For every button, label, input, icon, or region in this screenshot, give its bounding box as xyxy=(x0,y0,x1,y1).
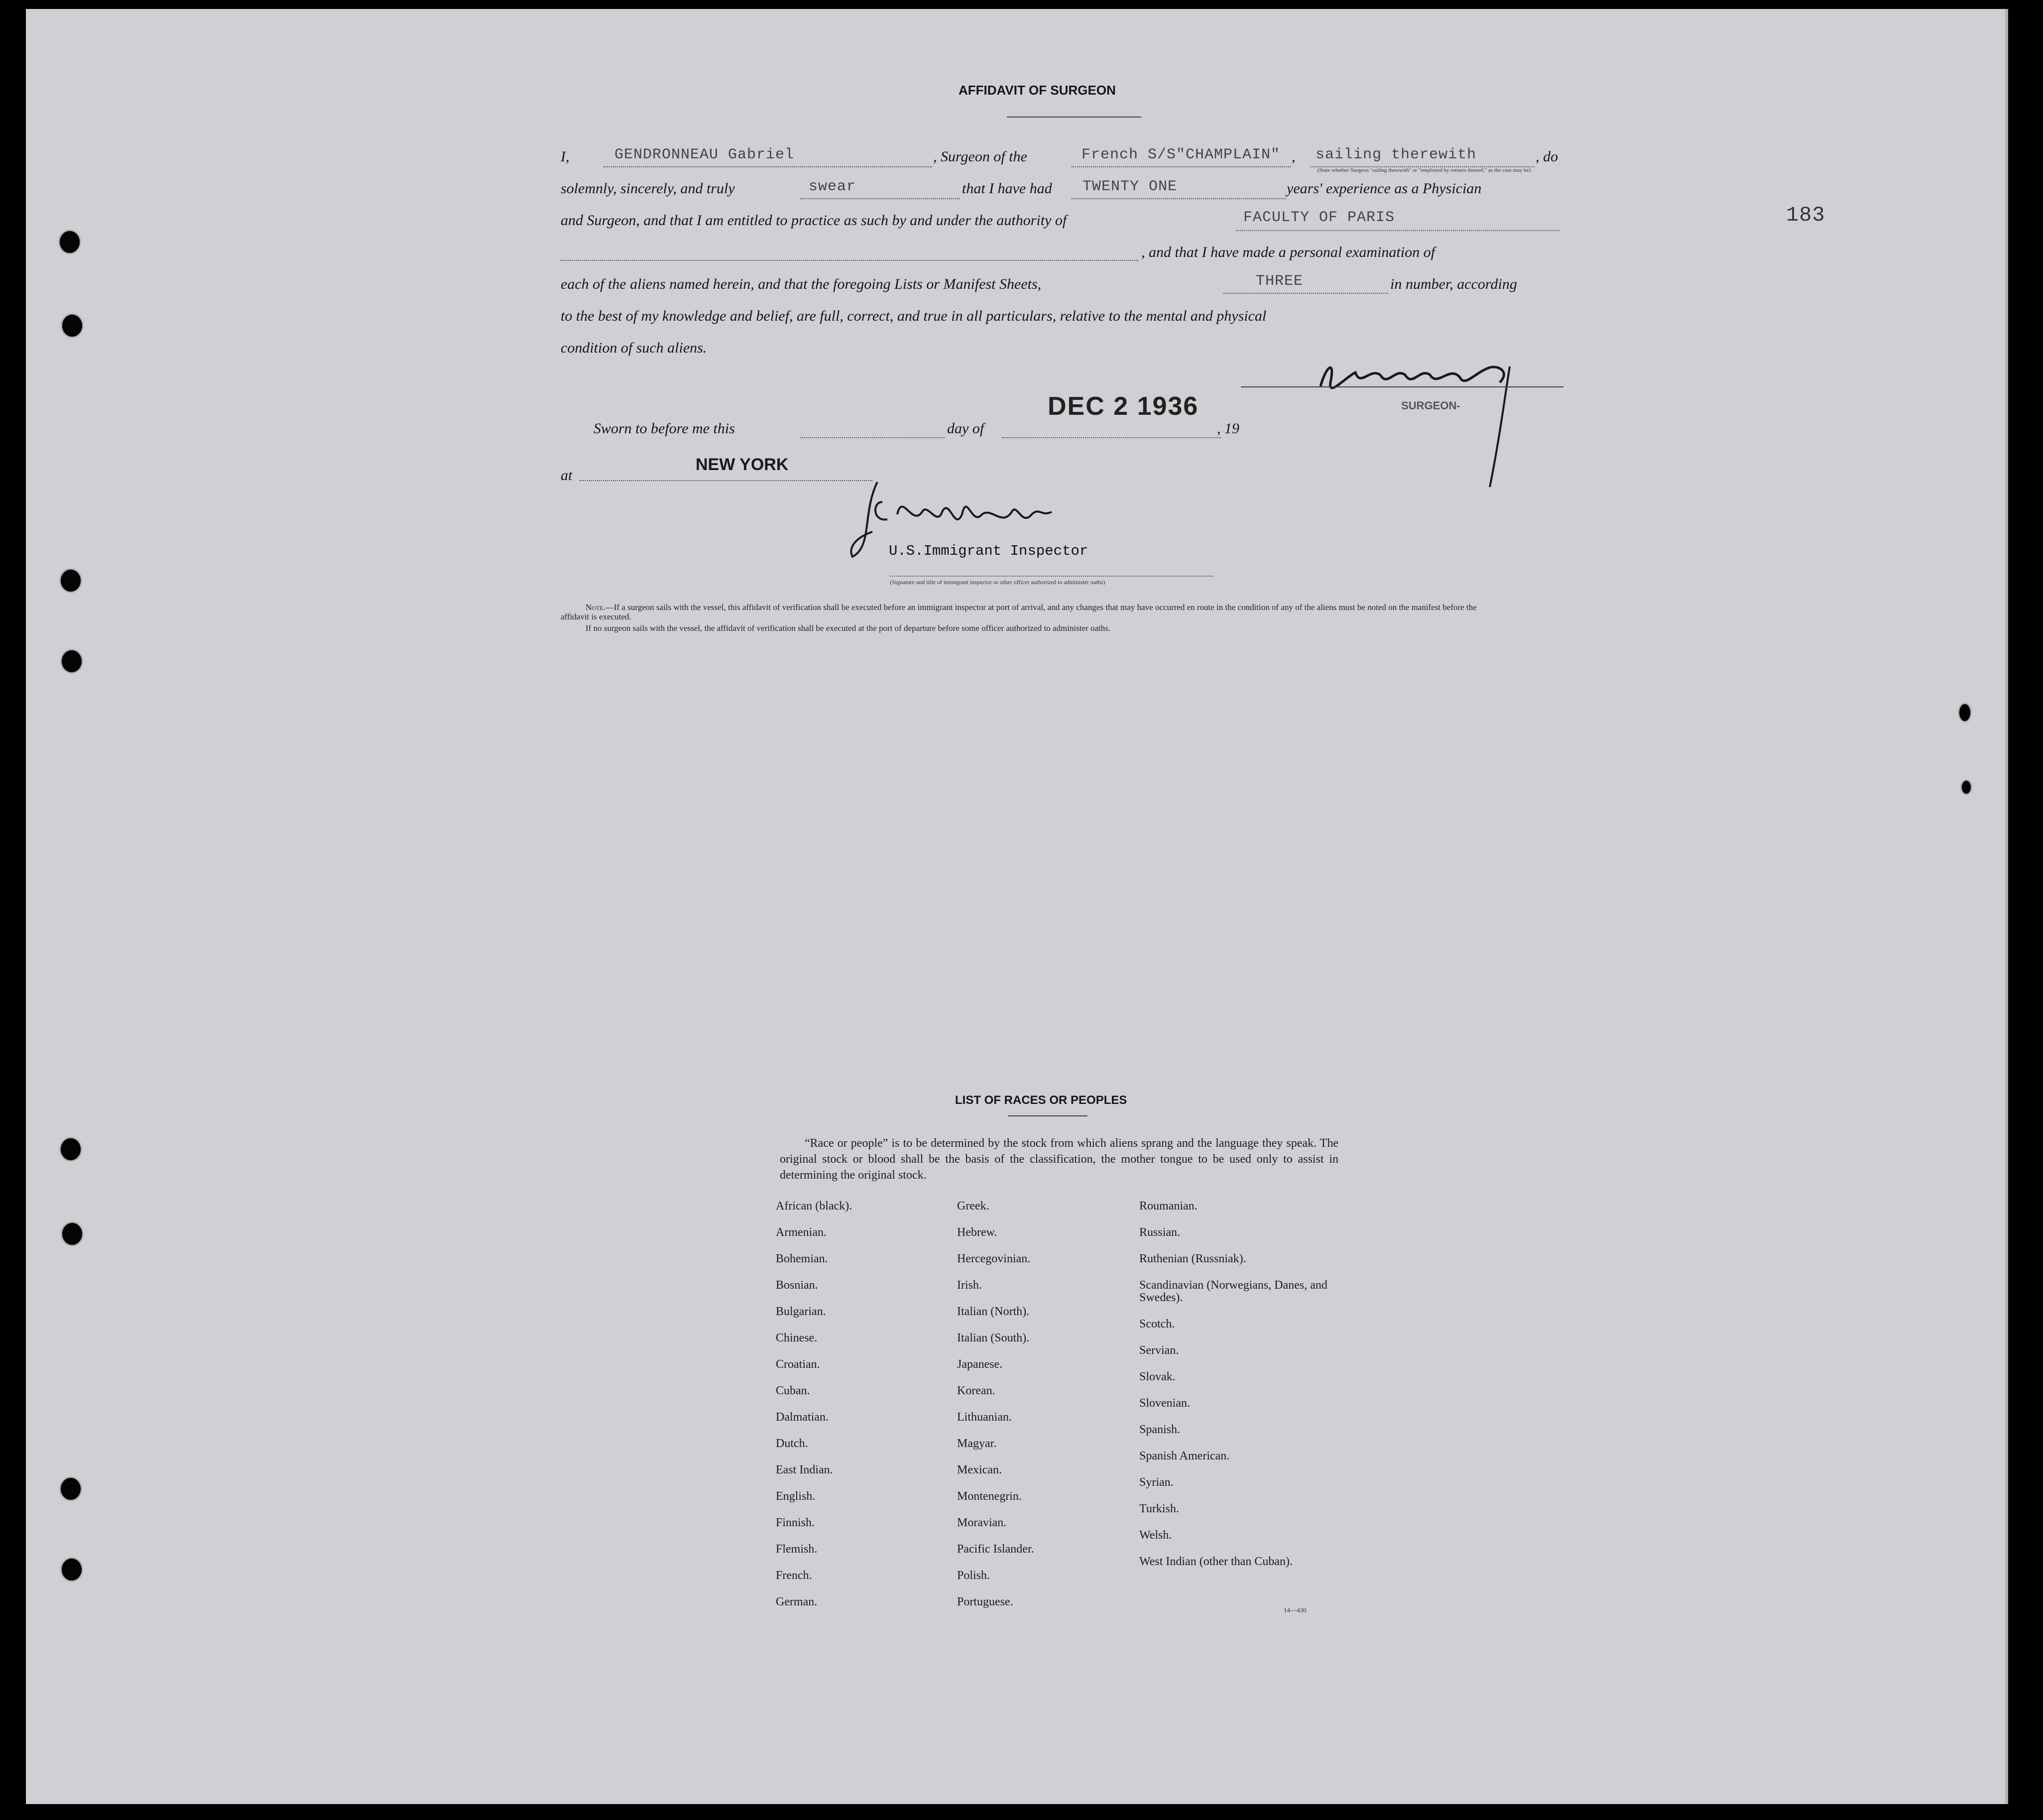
binder-hole xyxy=(62,1559,82,1580)
page-number: 183 xyxy=(1786,203,1825,227)
affidavit-text: , Surgeon of the xyxy=(933,148,1027,165)
race-item: Flemish. xyxy=(776,1543,818,1556)
race-item: German. xyxy=(776,1595,818,1608)
title-underline xyxy=(1008,1115,1087,1116)
race-item: Syrian. xyxy=(1139,1476,1174,1489)
race-item: African (black). xyxy=(776,1200,852,1213)
affidavit-text: each of the aliens named herein, and that the foregoing Lists or Manifest Sheets, xyxy=(561,276,1042,292)
affidavit-text: to the best of my knowledge and belief, are full, correct, and true in all particulars, relative to the mental and physical xyxy=(561,308,1267,324)
race-item: Ruthenian (Russniak). xyxy=(1139,1252,1246,1265)
race-item: French. xyxy=(776,1569,812,1582)
oath-type: swear xyxy=(809,178,856,195)
race-item: Scotch. xyxy=(1139,1318,1175,1331)
vessel-name: French S/S"CHAMPLAIN" xyxy=(1082,146,1281,163)
authority: FACULTY OF PARIS xyxy=(1243,209,1395,226)
fill-line xyxy=(1236,230,1560,231)
race-item: Finnish. xyxy=(776,1516,815,1529)
affidavit-text: , 19 xyxy=(1217,420,1239,437)
race-item: Bohemian. xyxy=(776,1252,828,1265)
surgeon-name: GENDRONNEAU Gabriel xyxy=(614,146,795,163)
race-item: Russian. xyxy=(1139,1226,1181,1239)
race-item: English. xyxy=(776,1490,816,1503)
fill-line xyxy=(890,576,1213,577)
race-item: Croatian. xyxy=(776,1358,820,1371)
fill-line xyxy=(561,260,1138,261)
race-item: Montenegrin. xyxy=(957,1490,1022,1503)
fill-line xyxy=(1223,293,1388,294)
binder-hole xyxy=(61,1138,81,1160)
fill-line xyxy=(800,437,945,438)
binder-hole xyxy=(62,1223,82,1245)
race-item: Slovenian. xyxy=(1139,1397,1190,1410)
binder-hole xyxy=(1959,704,1970,721)
sailing-hint: (State whether Surgeon "sailing therewith" or "employed by owners thereof," as the case may be) xyxy=(1317,167,1531,173)
fill-line xyxy=(580,480,872,481)
race-item: Hebrew. xyxy=(957,1226,997,1239)
races-title: LIST OF RACES OR PEOPLES xyxy=(955,1093,1127,1107)
race-item: Bosnian. xyxy=(776,1279,818,1292)
binder-hole xyxy=(1962,781,1971,794)
race-item: Turkish. xyxy=(1139,1502,1179,1515)
sailing-status: sailing therewith xyxy=(1316,146,1477,163)
inspector-title: U.S.Immigrant Inspector xyxy=(889,543,1088,559)
races-column-1 xyxy=(776,1200,940,1622)
race-item: Roumanian. xyxy=(1139,1200,1198,1213)
race-item: Welsh. xyxy=(1139,1529,1172,1542)
title-underline xyxy=(1007,117,1141,118)
fill-line xyxy=(1072,198,1286,199)
date-stamp: DEC 2 1936 xyxy=(1048,392,1199,421)
affidavit-text: solemnly, sincerely, and truly xyxy=(561,180,735,197)
race-item: Armenian. xyxy=(776,1226,827,1239)
fill-line xyxy=(603,166,932,167)
race-item: East Indian. xyxy=(776,1463,833,1476)
binder-hole xyxy=(62,315,82,337)
race-item: Pacific Islander. xyxy=(957,1543,1034,1556)
affidavit-text: in number, according xyxy=(1390,276,1517,292)
race-item: Servian. xyxy=(1139,1344,1179,1357)
affidavit-text: years' experience as a Physician xyxy=(1287,180,1482,197)
place-stamp: NEW YORK xyxy=(696,455,789,474)
race-item: Dutch. xyxy=(776,1437,808,1450)
fill-line xyxy=(1002,437,1221,438)
race-item: Lithuanian. xyxy=(957,1411,1012,1424)
affidavit-text: , do xyxy=(1536,148,1558,165)
binder-hole xyxy=(60,231,80,253)
affidavit-text: at xyxy=(561,467,573,484)
fill-line xyxy=(1072,166,1291,167)
note-text: —If a surgeon sails with the vessel, this affidavit of verification shall be executed before an immigrant inspector at port of arrival, and any changes that may have occurred en route in the condition of any of the aliens must be noted on the manifest before the affidavit is executed. xyxy=(561,603,1477,621)
race-item: Moravian. xyxy=(957,1516,1007,1529)
note-lead: Note. xyxy=(586,603,605,612)
race-item: Italian (North). xyxy=(957,1305,1030,1318)
form-code: 14—430 xyxy=(1284,1606,1307,1614)
affidavit-text: condition of such aliens. xyxy=(561,340,707,356)
inspector-caption: (Signature and title of immigrant inspector or other officer authorized to administer oaths) xyxy=(890,579,1105,586)
races-column-3 xyxy=(1139,1200,1348,1582)
affidavit-note-2: If no surgeon sails with the vessel, the affidavit of verification shall be executed at the port of departure before some officer authorized to administer oaths. xyxy=(586,623,1111,633)
race-item: Portuguese. xyxy=(957,1595,1013,1608)
affidavit-text: and Surgeon, and that I am entitled to practice as such by and under the authority of xyxy=(561,212,1067,229)
race-item: Magyar. xyxy=(957,1437,997,1450)
race-item: Korean. xyxy=(957,1384,995,1397)
affidavit-title: AFFIDAVIT OF SURGEON xyxy=(959,83,1116,98)
affidavit-note xyxy=(561,603,1492,621)
binder-hole xyxy=(61,1478,81,1500)
race-item: Spanish. xyxy=(1139,1423,1181,1436)
years-experience: TWENTY ONE xyxy=(1082,178,1178,195)
affidavit-text: Sworn to before me this xyxy=(594,420,735,437)
race-item: Scandinavian (Norwegians, Danes, and Swedes). xyxy=(1139,1279,1327,1304)
races-column-2 xyxy=(957,1200,1121,1622)
affidavit-text: that I have had xyxy=(962,180,1052,197)
race-item: Slovak. xyxy=(1139,1370,1176,1383)
race-item: Cuban. xyxy=(776,1384,810,1397)
race-item: West Indian (other than Cuban). xyxy=(1139,1555,1293,1568)
race-item: Polish. xyxy=(957,1569,990,1582)
race-item: Chinese. xyxy=(776,1332,818,1344)
signature-line xyxy=(1241,386,1563,387)
race-item: Irish. xyxy=(957,1279,982,1292)
affidavit-text: , xyxy=(1292,148,1296,165)
affidavit-text: I, xyxy=(561,148,570,165)
sheet-count: THREE xyxy=(1256,273,1304,290)
race-item: Dalmatian. xyxy=(776,1411,829,1424)
race-item: Japanese. xyxy=(957,1358,1003,1371)
race-item: Spanish American. xyxy=(1139,1450,1230,1462)
binder-hole xyxy=(61,570,81,592)
manifest-page xyxy=(26,9,2008,1804)
race-item: Bulgarian. xyxy=(776,1305,826,1318)
race-item: Hercegovinian. xyxy=(957,1252,1031,1265)
fill-line xyxy=(800,198,960,199)
race-item: Italian (South). xyxy=(957,1332,1030,1344)
affidavit-text: day of xyxy=(947,420,984,437)
race-item: Greek. xyxy=(957,1200,989,1213)
surgeon-label: SURGEON- xyxy=(1401,399,1460,412)
races-intro: “Race or people” is to be determined by the stock from which aliens sprang and the language they speak. The original stock or blood shall be the basis of the classification, the mother tongue to be used only to assist in determining the original stock. xyxy=(780,1137,1338,1182)
binder-hole xyxy=(62,650,82,672)
race-item: Mexican. xyxy=(957,1463,1002,1476)
affidavit-text: , and that I have made a personal examination of xyxy=(1141,244,1435,260)
